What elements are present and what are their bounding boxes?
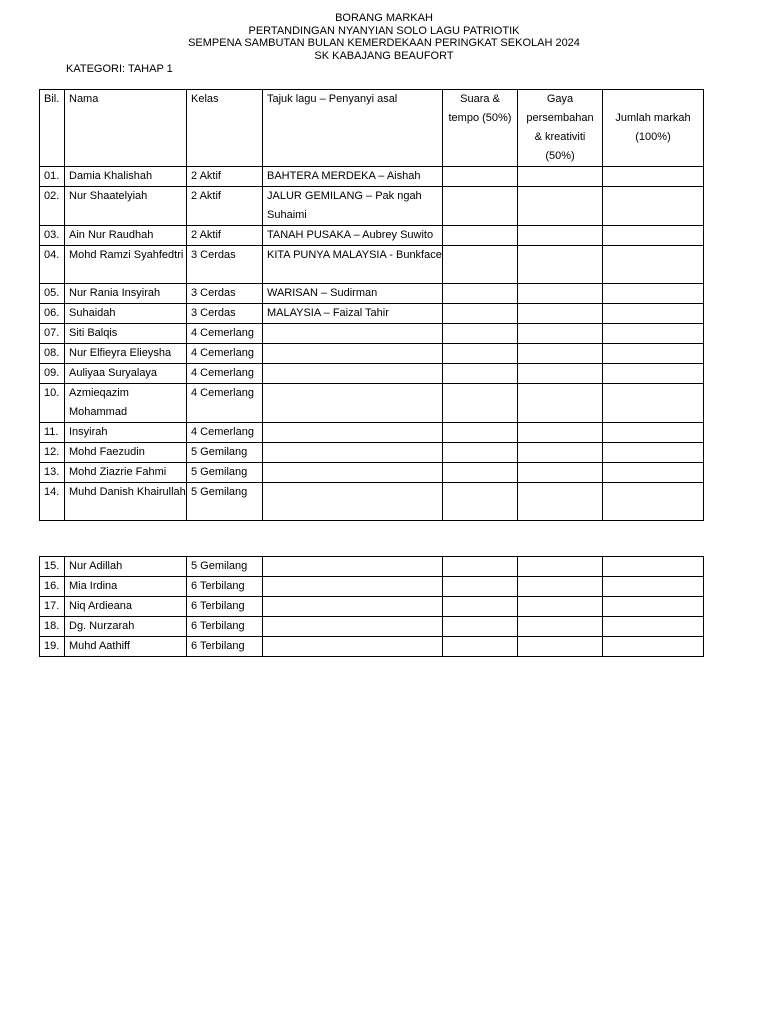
cell-suara[interactable] [443,344,518,364]
cell-suara[interactable] [443,324,518,344]
cell-tajuk[interactable] [263,617,443,637]
cell-nama: Ain Nur Raudhah [65,226,187,246]
cell-suara[interactable] [443,226,518,246]
cell-kelas: 5 Gemilang [187,483,263,521]
cell-suara[interactable] [443,423,518,443]
header-gaya [518,90,603,167]
cell-jumlah[interactable] [603,246,704,284]
table-row [40,246,704,284]
cell-jumlah[interactable] [603,344,704,364]
cell-jumlah[interactable] [603,637,704,657]
cell-kelas: 3 Cerdas [187,304,263,324]
cell-suara[interactable] [443,577,518,597]
cell-jumlah[interactable] [603,324,704,344]
cell-jumlah[interactable] [603,483,704,521]
cell-nama: Mohd Ramzi Syahfedtri [65,246,187,284]
cell-bil: 12. [40,443,65,463]
cell-gaya[interactable] [518,187,603,226]
cell-tajuk[interactable] [263,384,443,423]
header-suara-line: tempo (50%) [448,112,512,124]
cell-nama: Nur Elfieyra Elieysha [65,344,187,364]
cell-gaya[interactable] [518,384,603,423]
cell-suara[interactable] [443,637,518,657]
cell-nama: Damia Khalishah [65,167,187,187]
cell-bil: 19. [40,637,65,657]
header-bil: Bil. [40,90,65,167]
cell-bil: 18. [40,617,65,637]
cell-suara[interactable] [443,617,518,637]
cell-tajuk[interactable] [263,637,443,657]
cell-bil: 02. [40,187,65,226]
cell-gaya[interactable] [518,364,603,384]
cell-bil: 13. [40,463,65,483]
cell-gaya[interactable] [518,167,603,187]
table-row [40,557,704,577]
cell-bil: 05. [40,284,65,304]
school-name: SK KABAJANG BEAUFORT [314,49,454,62]
cell-jumlah[interactable] [603,226,704,246]
cell-nama: Azmieqazim Mohammad [65,384,187,423]
cell-gaya[interactable] [518,597,603,617]
cell-bil: 11. [40,423,65,443]
cell-tajuk[interactable] [263,423,443,443]
cell-suara[interactable] [443,463,518,483]
cell-suara[interactable] [443,364,518,384]
cell-gaya[interactable] [518,637,603,657]
cell-tajuk[interactable] [263,577,443,597]
table-row [40,324,704,344]
score-table-page-1 [39,89,704,521]
cell-suara[interactable] [443,483,518,521]
cell-bil: 09. [40,364,65,384]
cell-jumlah[interactable] [603,557,704,577]
cell-kelas: 2 Aktif [187,167,263,187]
header-gaya-line: & kreativiti [534,131,586,143]
cell-tajuk[interactable] [263,364,443,384]
cell-suara[interactable] [443,304,518,324]
event-occasion: SEMPENA SAMBUTAN BULAN KEMERDEKAAN PERINGKAT SEKOLAH 2024 [188,37,580,49]
cell-suara[interactable] [443,246,518,284]
cell-suara[interactable] [443,284,518,304]
cell-jumlah[interactable] [603,384,704,423]
header-kelas: Kelas [187,90,263,167]
cell-kelas: 6 Terbilang [187,597,263,617]
cell-bil: 15. [40,557,65,577]
header-jumlah-line: Jumlah markah [615,112,691,124]
cell-tajuk: MALAYSIA – Faizal Tahir [263,304,443,324]
cell-nama: Muhd Danish Khairullah [65,483,187,521]
table-row [40,577,704,597]
cell-bil: 06. [40,304,65,324]
cell-kelas: 3 Cerdas [187,284,263,304]
table-row [40,226,704,246]
cell-kelas: 5 Gemilang [187,463,263,483]
header-jumlah [603,90,704,167]
cell-gaya[interactable] [518,344,603,364]
cell-nama: Mohd Faezudin [65,443,187,463]
form-header [0,12,768,62]
cell-nama: Suhaidah [65,304,187,324]
cell-gaya[interactable] [518,226,603,246]
cell-bil: 14. [40,483,65,521]
cell-nama: Siti Balqis [65,324,187,344]
cell-jumlah[interactable] [603,284,704,304]
cell-jumlah[interactable] [603,187,704,226]
table-row [40,423,704,443]
cell-tajuk: WARISAN – Sudirman [263,284,443,304]
cell-kelas: 3 Cerdas [187,246,263,284]
cell-jumlah[interactable] [603,597,704,617]
cell-kelas: 4 Cemerlang [187,344,263,364]
score-table-page-2 [39,556,704,657]
cell-kelas: 4 Cemerlang [187,384,263,423]
cell-gaya[interactable] [518,304,603,324]
header-gaya-line: Gaya [546,93,574,105]
cell-bil: 08. [40,344,65,364]
cell-gaya[interactable] [518,324,603,344]
cell-kelas: 5 Gemilang [187,557,263,577]
cell-tajuk[interactable] [263,344,443,364]
table-row [40,384,704,423]
table-row [40,304,704,324]
header-jumlah-line: (100%) [635,131,671,143]
cell-gaya[interactable] [518,557,603,577]
competition-name: PERTANDINGAN NYANYIAN SOLO LAGU PATRIOTIK [248,24,520,37]
cell-tajuk[interactable] [263,597,443,617]
cell-nama: Mia Irdina [65,577,187,597]
cell-suara[interactable] [443,384,518,423]
cell-gaya[interactable] [518,577,603,597]
cell-nama: Auliyaa Suryalaya [65,364,187,384]
cell-jumlah[interactable] [603,617,704,637]
cell-kelas: 6 Terbilang [187,617,263,637]
cell-tajuk: KITA PUNYA MALAYSIA - Bunkface [263,246,443,284]
cell-nama: Niq Ardieana [65,597,187,617]
cell-suara[interactable] [443,597,518,617]
table-row [40,344,704,364]
cell-kelas: 5 Gemilang [187,443,263,463]
table-row [40,617,704,637]
cell-tajuk[interactable] [263,483,443,521]
header-suara [443,90,518,167]
table-row [40,167,704,187]
header-nama: Nama [65,90,187,167]
cell-kelas: 4 Cemerlang [187,324,263,344]
table-row [40,637,704,657]
cell-bil: 10. [40,384,65,423]
category-label: KATEGORI: TAHAP 1 [66,63,173,75]
table-row [40,463,704,483]
cell-gaya[interactable] [518,483,603,521]
cell-gaya[interactable] [518,423,603,443]
cell-bil: 04. [40,246,65,284]
cell-gaya[interactable] [518,463,603,483]
form-title: BORANG MARKAH [335,12,433,24]
header-gaya-line: (50%) [545,150,575,162]
cell-jumlah[interactable] [603,167,704,187]
cell-suara[interactable] [443,187,518,226]
cell-suara[interactable] [443,557,518,577]
table-header-row [40,90,704,167]
cell-tajuk[interactable] [263,557,443,577]
cell-bil: 01. [40,167,65,187]
cell-suara[interactable] [443,167,518,187]
cell-kelas: 4 Cemerlang [187,423,263,443]
cell-jumlah[interactable] [603,364,704,384]
cell-tajuk[interactable] [263,324,443,344]
cell-gaya[interactable] [518,617,603,637]
cell-gaya[interactable] [518,284,603,304]
cell-nama: Muhd Aathiff [65,637,187,657]
table-row [40,597,704,617]
cell-gaya[interactable] [518,246,603,284]
cell-bil: 03. [40,226,65,246]
cell-kelas: 2 Aktif [187,226,263,246]
cell-tajuk: JALUR GEMILANG – Pak ngah Suhaimi [263,187,443,226]
cell-tajuk: BAHTERA MERDEKA – Aishah [263,167,443,187]
table-row [40,187,704,226]
cell-nama: Nur Shaatelyiah [65,187,187,226]
cell-suara[interactable] [443,443,518,463]
table-row [40,443,704,463]
cell-kelas: 6 Terbilang [187,637,263,657]
cell-jumlah[interactable] [603,423,704,443]
cell-bil: 07. [40,324,65,344]
cell-jumlah[interactable] [603,577,704,597]
cell-kelas: 2 Aktif [187,187,263,226]
header-suara-line: Suara & [460,93,500,105]
cell-bil: 17. [40,597,65,617]
header-tajuk: Tajuk lagu – Penyanyi asal [263,90,443,167]
cell-jumlah[interactable] [603,443,704,463]
table-row [40,483,704,521]
cell-jumlah[interactable] [603,304,704,324]
cell-nama: Nur Adillah [65,557,187,577]
cell-jumlah[interactable] [603,463,704,483]
cell-bil: 16. [40,577,65,597]
cell-tajuk[interactable] [263,443,443,463]
cell-kelas: 4 Cemerlang [187,364,263,384]
table-row [40,284,704,304]
cell-nama: Mohd Ziazrie Fahmi [65,463,187,483]
cell-nama: Insyirah [65,423,187,443]
cell-tajuk[interactable] [263,463,443,483]
cell-nama: Nur Rania Insyirah [65,284,187,304]
header-gaya-line: persembahan [526,112,594,124]
cell-gaya[interactable] [518,443,603,463]
table-row [40,364,704,384]
cell-kelas: 6 Terbilang [187,577,263,597]
cell-tajuk: TANAH PUSAKA – Aubrey Suwito [263,226,443,246]
cell-nama: Dg. Nurzarah [65,617,187,637]
